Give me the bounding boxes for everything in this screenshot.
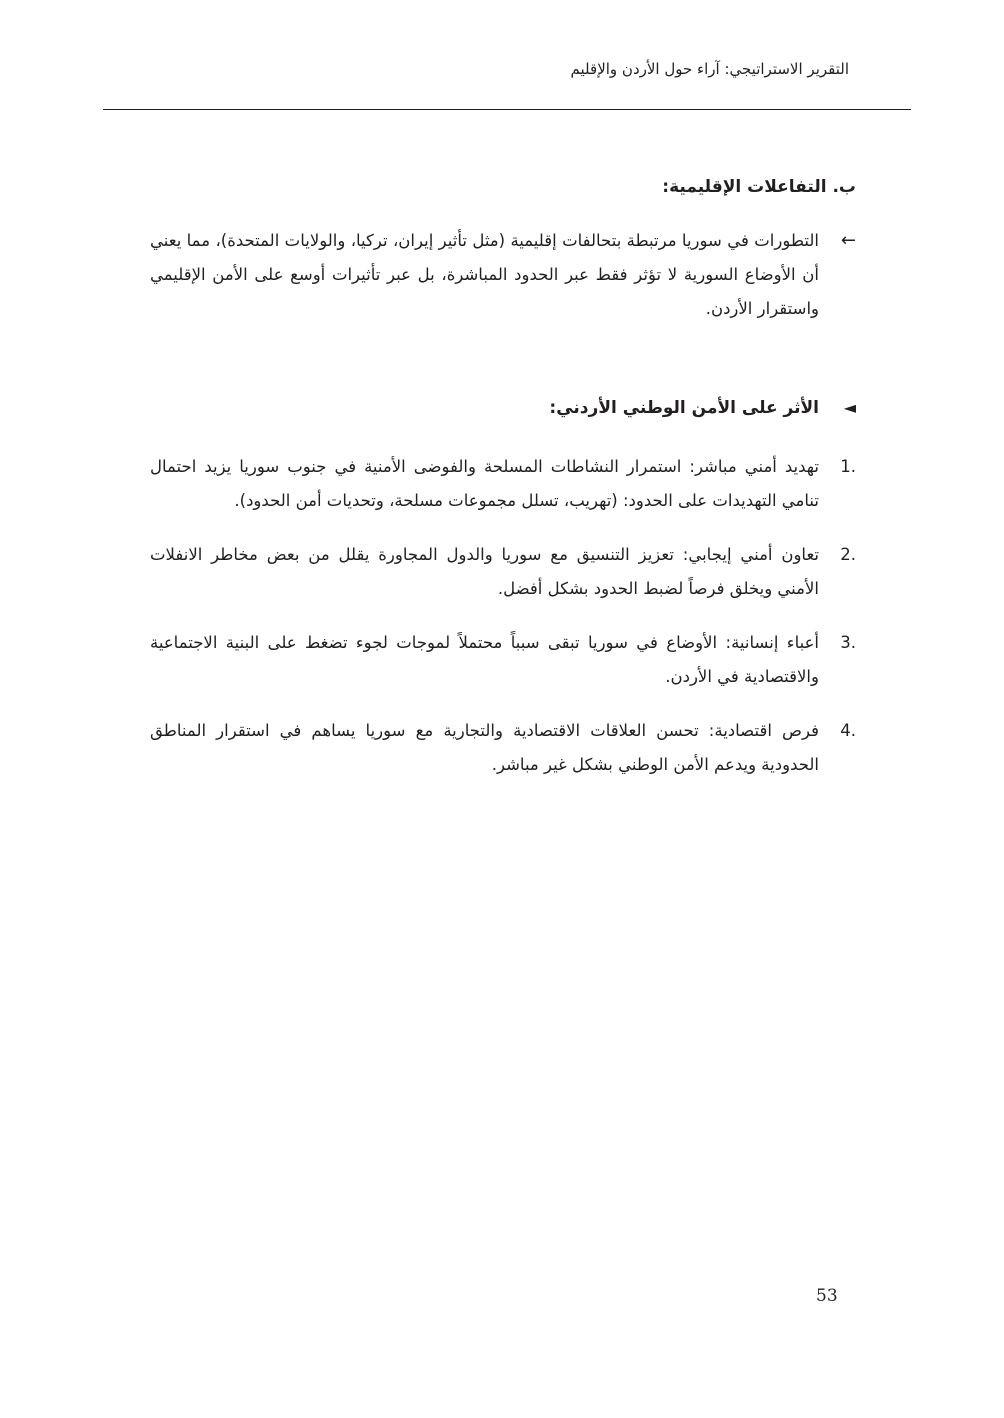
running-header: التقرير الاستراتيجي: آراء حول الأردن والإقليم [570, 60, 849, 78]
list-item [150, 450, 856, 518]
page-content [150, 168, 856, 802]
list-item [150, 714, 856, 782]
list-item [150, 626, 856, 694]
paragraph-text: التطورات في سوريا مرتبطة بتحالفات إقليمية (مثل تأثير إيران، تركيا، والولايات المتحدة)، مما يعني أن الأوضاع السورية لا تؤثر فقط عبر الحدود المباشرة، بل عبر تأثيرات أوسع على الأمن الإقليمي واستقرار الأردن. [150, 231, 819, 318]
triangle-bullet-icon: ◄ [843, 398, 856, 417]
impact-section-heading [150, 390, 856, 426]
list-item [150, 538, 856, 606]
section-b-heading: ب. التفاعلات الإقليمية: [662, 177, 856, 197]
item-text: أعباء إنسانية: الأوضاع في سوريا تبقى سبباً محتملاً لموجات لجوء تضغط على البنية الاجتماعية والاقتصادية في الأردن. [150, 633, 819, 686]
item-number: 2. [840, 545, 856, 564]
impact-list [150, 450, 856, 782]
heading-text: الأثر على الأمن الوطني الأردني: [549, 398, 819, 418]
page-number: 53 [816, 1286, 838, 1306]
item-number: 1. [840, 457, 856, 476]
regional-interactions-paragraph [150, 224, 856, 326]
item-number: 4. [840, 721, 856, 740]
item-text: تعاون أمني إيجابي: تعزيز التنسيق مع سوريا والدول المجاورة يقلل من بعض مخاطر الانفلات الأمني ويخلق فرصاً لضبط الحدود بشكل أفضل. [150, 545, 819, 598]
item-text: تهديد أمني مباشر: استمرار النشاطات المسلحة والفوضى الأمنية في جنوب سوريا يزيد احتمال تنامي التهديدات على الحدود: (تهريب، تسلل مجموعات مسلحة، وتحديات أمن الحدود). [150, 457, 819, 510]
item-text: فرص اقتصادية: تحسن العلاقات الاقتصادية والتجارية مع سوريا يساهم في استقرار المناطق الحدودية ويدعم الأمن الوطني بشكل غير مباشر. [150, 721, 819, 774]
arrow-left-icon: ← [840, 230, 856, 251]
item-number: 3. [840, 633, 856, 652]
header-divider [103, 109, 911, 110]
